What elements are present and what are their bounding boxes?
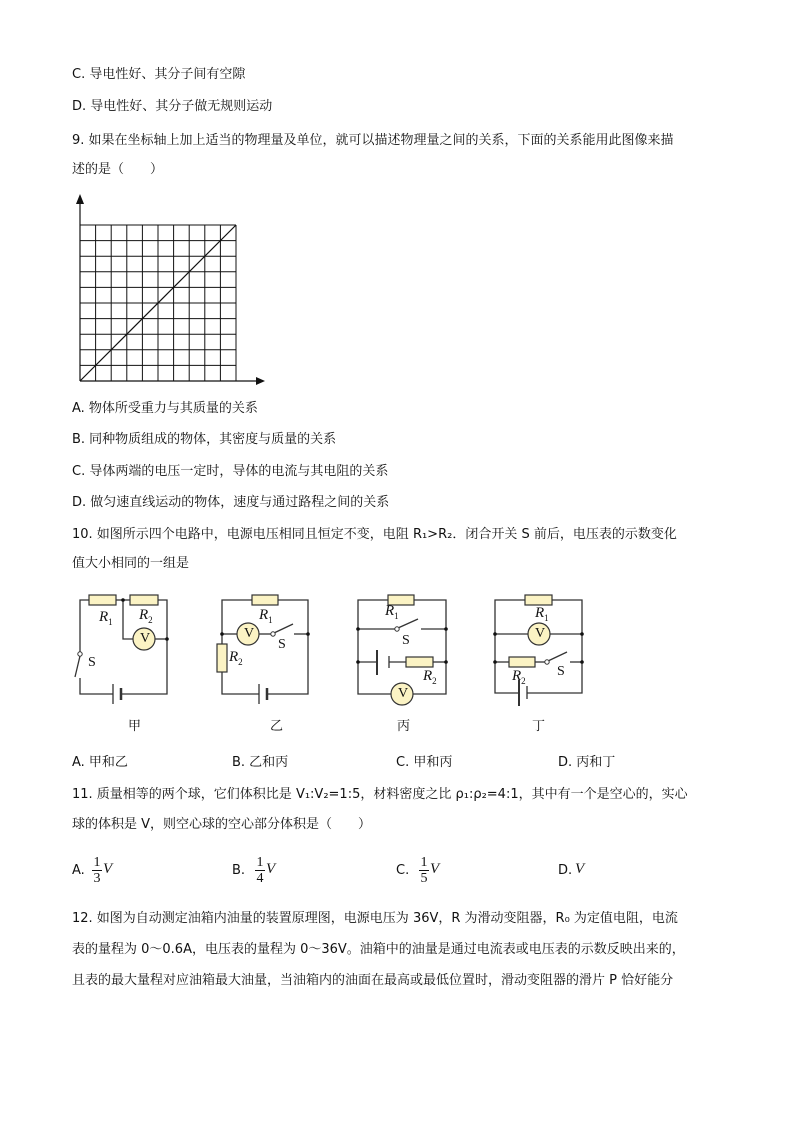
subscript: 1 <box>268 615 273 625</box>
numerator: 1 <box>93 855 101 870</box>
resistor-r2 <box>509 657 535 667</box>
voltmeter-label: V <box>535 626 546 641</box>
q9-option-d: D. 做匀速直线运动的物体，速度与通过路程之间的关系 <box>72 495 390 510</box>
q10-stem-2: 值大小相同的一组是 <box>72 556 190 571</box>
subscript: 1 <box>108 617 113 627</box>
q10-option-b: B. 乙和丙 <box>232 755 289 770</box>
voltmeter-label: V <box>398 686 409 701</box>
resistor-r2 <box>406 657 433 667</box>
q10-option-a: A. 甲和乙 <box>72 755 128 770</box>
variable: V <box>266 861 276 877</box>
subscript: 2 <box>148 615 153 625</box>
q12-line-3: 且表的最大量程对应油箱最大油量，当油箱内的油面在最高或最低位置时，滑动变阻器的滑片 P 恰好能分 <box>72 973 674 988</box>
variable: V <box>430 861 440 877</box>
r2-label: R <box>229 649 239 665</box>
switch-label: S <box>278 637 286 652</box>
q9-stem-1: 9. 如果在坐标轴上加上适当的物理量及单位，就可以描述物理量之间的关系，下面的关系能用此图像来描 <box>72 133 674 148</box>
r1-label: R <box>99 609 109 625</box>
r2-label: R <box>423 668 433 684</box>
q12-line-1: 12. 如图为自动测定油箱内油量的装置原理图，电源电压为 36V，R 为滑动变阻器，R₀ 为定值电阻，电流 <box>72 911 678 926</box>
r1-label: R <box>385 603 395 619</box>
r2-label: R <box>139 607 149 623</box>
subscript: 2 <box>432 676 437 686</box>
r1-label: R <box>259 607 269 623</box>
q9-option-b: B. 同种物质组成的物体，其密度与质量的关系 <box>72 432 337 447</box>
switch-label: S <box>88 655 96 670</box>
denominator: 5 <box>420 871 428 886</box>
q9-stem-2: 述的是（ ） <box>72 162 164 177</box>
switch-label: S <box>402 633 410 648</box>
resistor-r1 <box>252 595 278 605</box>
subscript: 2 <box>238 657 243 667</box>
variable: V <box>103 861 113 877</box>
option-letter: A. <box>72 863 85 878</box>
q8-option-c: C. 导电性好、其分子间有空隙 <box>72 67 246 82</box>
subscript: 2 <box>521 676 526 686</box>
q10-option-c: C. 甲和丙 <box>396 755 453 770</box>
denominator: 4 <box>256 871 264 886</box>
resistor-r2 <box>217 644 227 672</box>
r2-label: R <box>512 668 522 684</box>
resistor-r1 <box>89 595 116 605</box>
denominator: 3 <box>93 871 101 886</box>
switch-label: S <box>557 664 565 679</box>
r1-label: R <box>535 605 545 621</box>
circuit-label-bing: 丙 <box>397 719 411 734</box>
circuit-label-ding: 丁 <box>532 719 546 734</box>
variable: V <box>575 861 585 877</box>
q10-option-d: D. 丙和丁 <box>558 755 616 770</box>
q10-stem-1: 10. 如图所示四个电路中，电源电压相同且恒定不变，电阻 R₁>R₂．闭合开关 S 前后，电压表的示数变化 <box>72 527 677 542</box>
q11-stem-1: 11. 质量相等的两个球，它们体积比是 V₁:V₂=1:5，材料密度之比 ρ₁:ρ₂=4:1，其中有一个是空心的，实心 <box>72 787 688 802</box>
q12-line-2: 表的量程为 0～0.6A，电压表的量程为 0～36V。油箱中的油量是通过电流表或电压表的示数反映出来的， <box>72 942 685 957</box>
voltmeter-label: V <box>244 626 255 641</box>
circuit-label-yi: 乙 <box>270 719 284 734</box>
q11-stem-2: 球的体积是 V，则空心球的空心部分体积是（ ） <box>72 817 372 832</box>
option-letter: B. <box>232 863 246 878</box>
q9-option-a: A. 物体所受重力与其质量的关系 <box>72 401 258 416</box>
resistor-r1 <box>525 595 552 605</box>
resistor-r2 <box>130 595 158 605</box>
circuit-label-jia: 甲 <box>128 719 142 734</box>
subscript: 1 <box>394 611 399 621</box>
option-letter: C. <box>396 863 410 878</box>
option-letter: D. <box>558 863 573 878</box>
numerator: 1 <box>420 855 428 870</box>
q8-option-d: D. 导电性好、其分子做无规则运动 <box>72 99 273 114</box>
q9-option-c: C. 导体两端的电压一定时，导体的电流与其电阻的关系 <box>72 464 389 479</box>
voltmeter-label: V <box>140 631 151 646</box>
subscript: 1 <box>544 613 549 623</box>
numerator: 1 <box>256 855 264 870</box>
circuit-jia <box>75 600 167 704</box>
